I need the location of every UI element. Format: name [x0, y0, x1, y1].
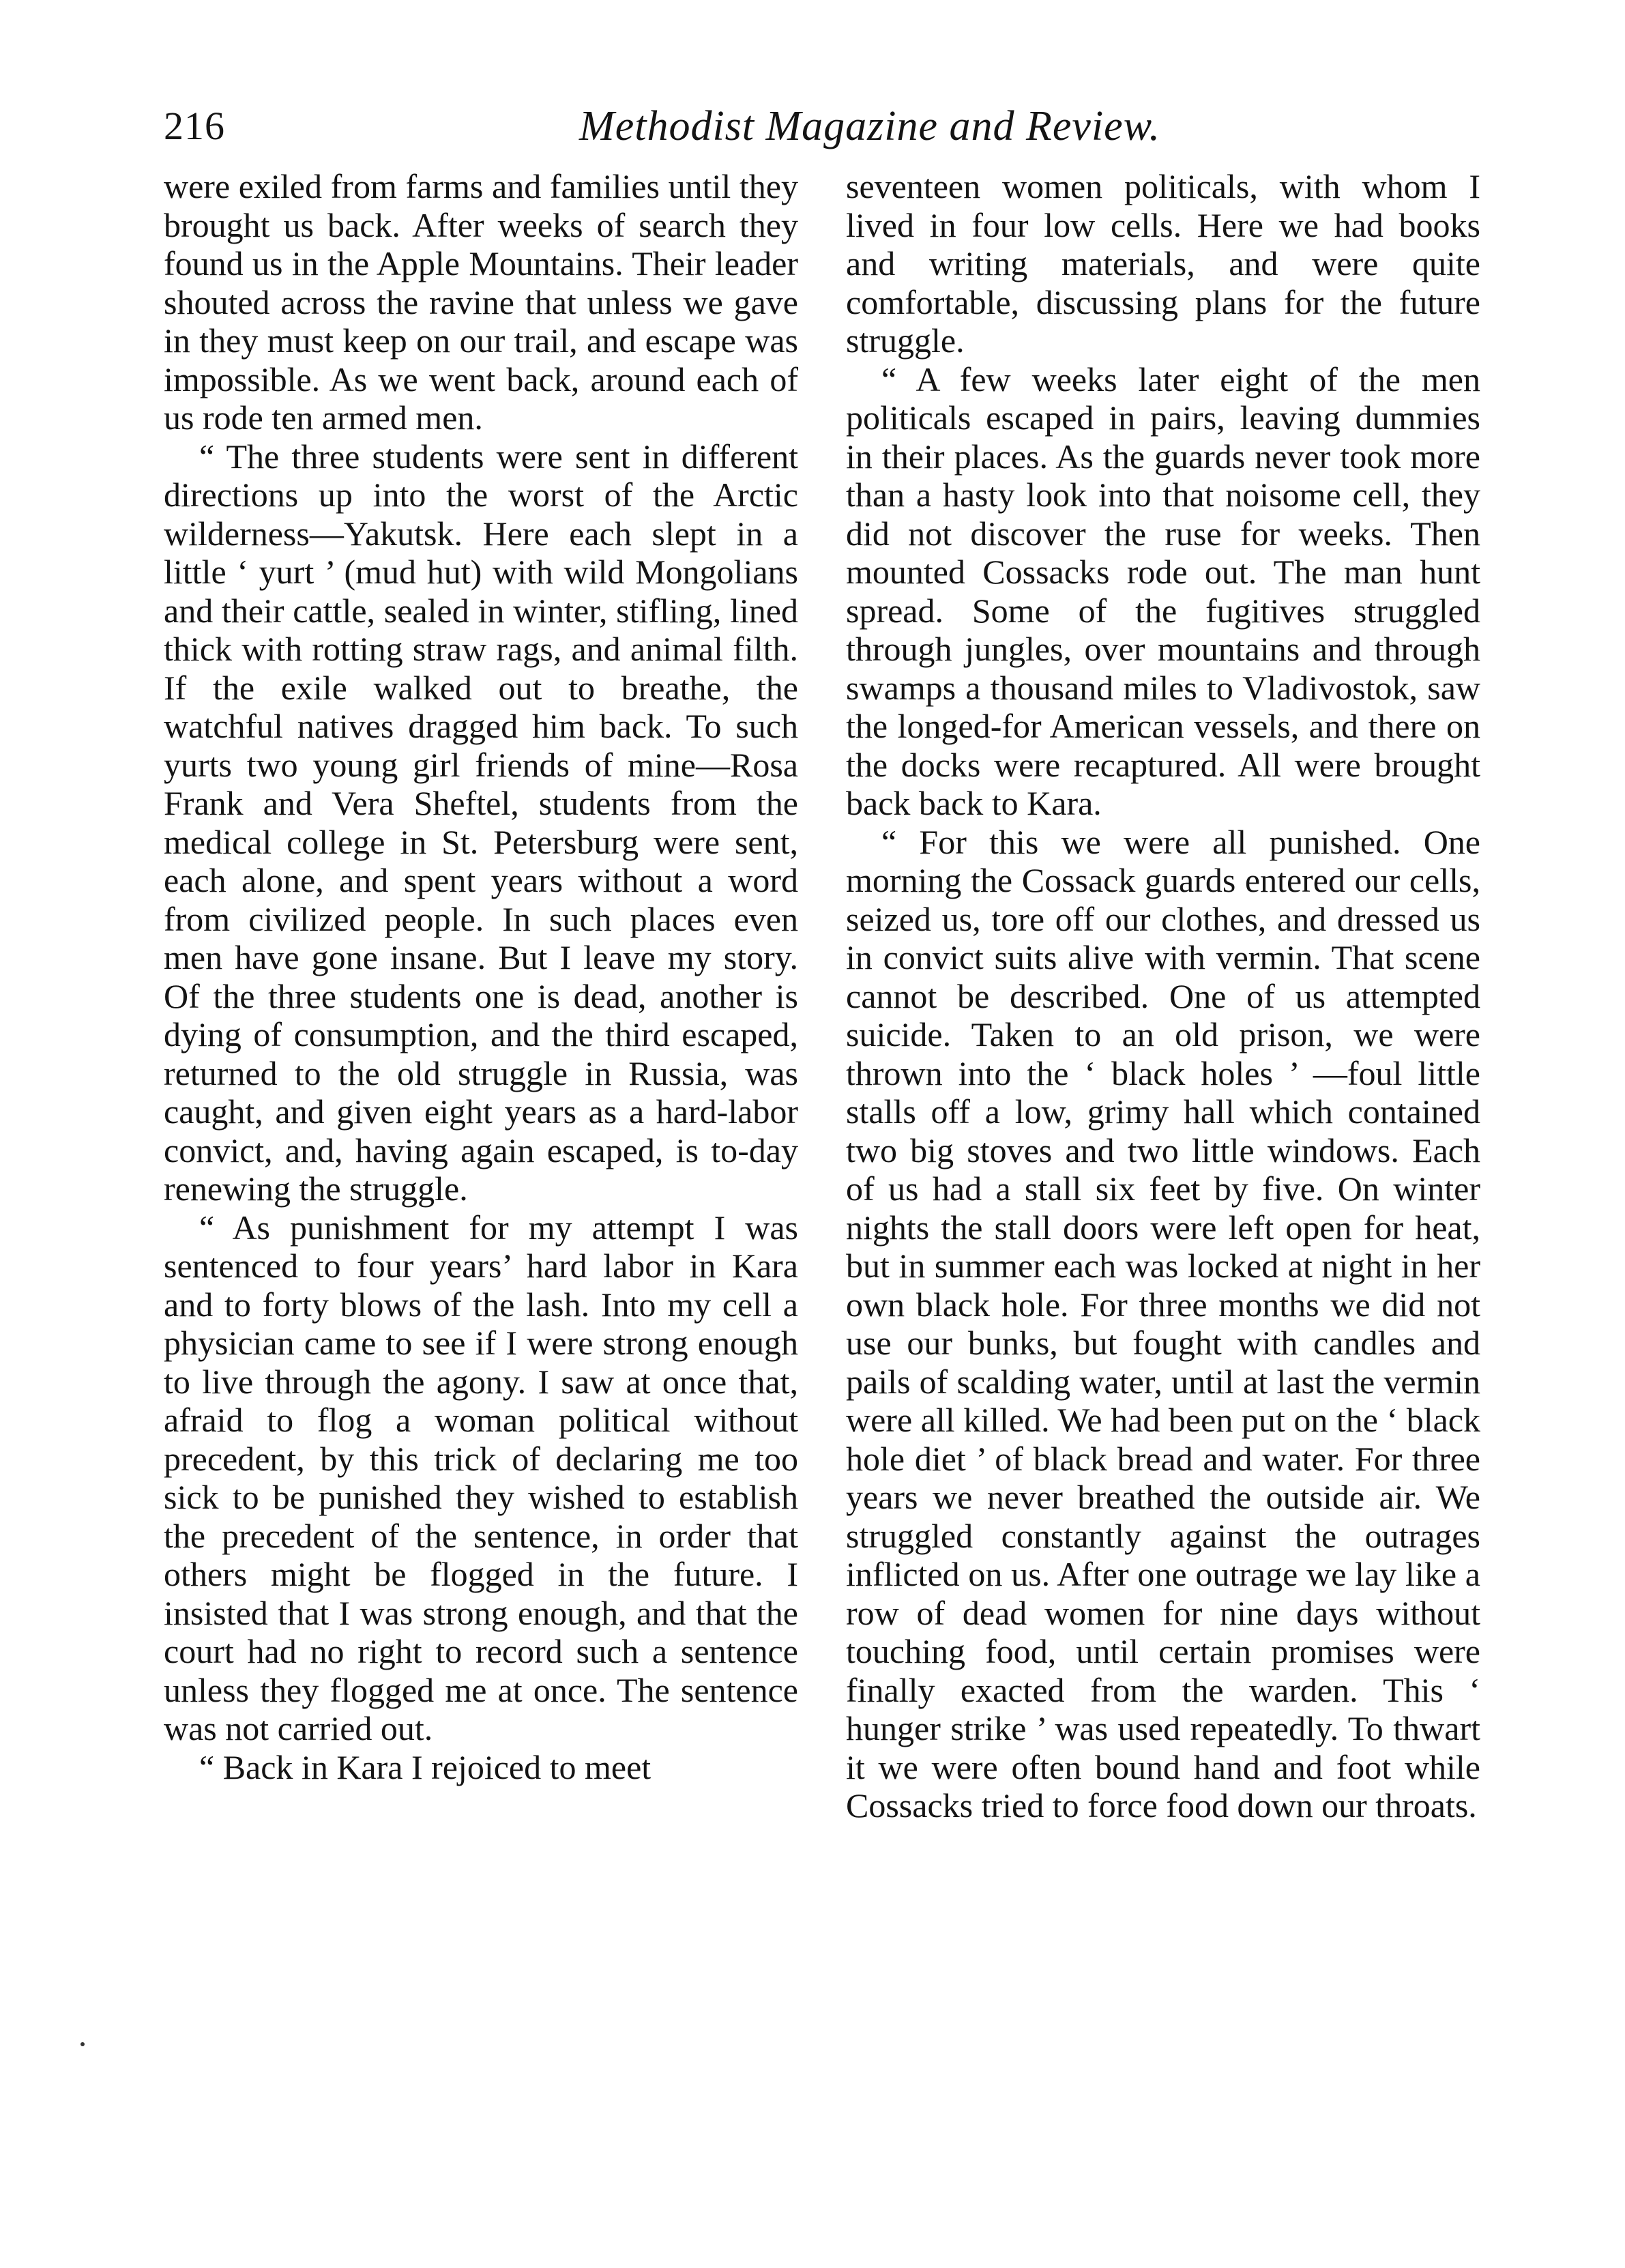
running-title: Methodist Magazine and Review. [579, 103, 1160, 149]
page-header [164, 96, 1521, 157]
print-speck [80, 2042, 85, 2046]
page-number: 216 [164, 104, 225, 148]
paragraph: “ The three students were sent in different directions up into the worst of the Arctic wilderness—Yakutsk. Here each slept in a little ‘ yurt ’ (mud hut) with wild Mongolians and their cattle, sealed in winter, stifling, lined thick with rotting straw rags, and animal filth. If the exile walked out to breathe, the watchful natives dragged him back. To such yurts two young girl friends of mine—Rosa Frank and Vera Sheftel, students from the medical college in St. Petersburg were sent, each alone, and spent years without a word from civilized people. In such places even men have gone insane. But I leave my story. Of the three students one is dead, another is dying of consumption, and the third escaped, returned to the old struggle in Russia, was caught, and given eight years as a hard-labor convict, and, having again escaped, is to-day renewing the struggle. [164, 437, 798, 1208]
paragraph: were exiled from farms and families until they brought us back. After weeks of search they found us in the Apple Mountains. Their leader shouted across the ravine that unless we gave in they must keep on our trail, and escape was impossible. As we went back, around each of us rode ten armed men. [164, 167, 798, 437]
paragraph: “ Back in Kara I rejoiced to meet [199, 1747, 652, 1786]
paragraph: “ As punishment for my attempt I was sentenced to four years’ hard labor in Kara and to forty blows of the lash. Into my cell a physician came to see if I were strong enough to live through the agony. I saw at once that, afraid to flog a woman political without precedent, by this trick of declaring me too sick to be punished they wished to establish the precedent of the sentence, in order that others might be flogged in the future. I insisted that I was strong enough, and that the court had no right to record such a sentence unless they flogged me at once. The sentence was not carried out. [164, 1208, 798, 1747]
left-column [164, 167, 798, 1786]
paragraph: seventeen women politicals, with whom I lived in four low cells. Here we had books and writing materials, and were quite comfortable, discussing plans for the future struggle. [846, 167, 1480, 360]
paragraph: “ For this we were all punished. One morning the Cossack guards entered our cells, seized us, tore off our clothes, and dressed us in convict suits alive with vermin. That scene cannot be described. One of us attempted suicide. Taken to an old prison, we were thrown into the ‘ black holes ’ —foul little stalls off a low, grimy hall which contained two big stoves and two little windows. Each of us had a stall six feet by five. On winter nights the stall doors were left open for heat, but in summer each was locked at night in her own black hole. For three months we did not use our bunks, but fought with candles and pails of scalding water, until at last the vermin were all killed. We had been put on the ‘ black hole diet ’ of black bread and water. For three years we never breathed the outside air. We struggled constantly against the outrages inflicted on us. After one outrage we lay like a row of dead women for nine days without touching food, until certain promises were finally exacted from the warden. This ‘ hunger strike ’ was used repeatedly. To thwart it we were often bound hand and foot while Cossacks tried to force food down our throats. [846, 822, 1480, 1824]
paragraph: “ A few weeks later eight of the men politicals escaped in pairs, leaving dummies in their places. As the guards never took more than a hasty look into that noisome cell, they did not discover the ruse for weeks. Then mounted Cossacks rode out. The man hunt spread. Some of the fugitives struggled through jungles, over mountains and through swamps a thousand miles to Vladivostok, saw the longed-for American vessels, and there on the docks were recaptured. All were brought back back to Kara. [846, 360, 1480, 822]
right-column [846, 167, 1480, 1825]
